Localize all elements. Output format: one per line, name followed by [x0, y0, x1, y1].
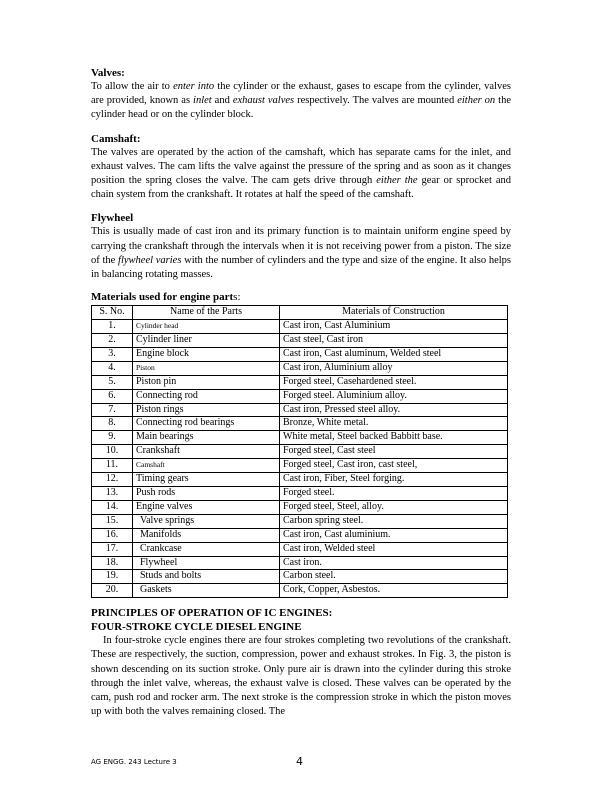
- table-row: [92, 487, 508, 501]
- table-row: [92, 556, 508, 570]
- cell-part: Piston pin: [133, 375, 280, 389]
- materials-table-title: [91, 290, 511, 304]
- table-row: [92, 542, 508, 556]
- cell-sno: 4.: [92, 361, 133, 375]
- four-stroke-paragraph: In four-stroke cycle engines there are four strokes completing two revolutions of the crankshaft. These are respectively, the suction, compression, power and exhaust strokes. In Fig. 3, the piston is shown descending on its suction stroke. Only pure air is drawn into the cylinder during this stroke through the inlet valve, whereas, the exhaust valve is closed. These valves can be operated by the cam, push rod and rocker arm. The next stroke is the compression stroke in which the piston moves up with both the valves remaining closed. The: [91, 635, 511, 718]
- cell-sno: 8.: [92, 417, 133, 431]
- cell-sno: 13.: [92, 487, 133, 501]
- cell-part: Crankcase: [133, 542, 280, 556]
- cell-material: Cast iron, Welded steel: [280, 542, 508, 556]
- cell-material: Forged steel. Aluminium alloy.: [280, 389, 508, 403]
- table-row: [92, 403, 508, 417]
- cell-sno: 20.: [92, 584, 133, 598]
- cell-part: Flywheel: [133, 556, 280, 570]
- cell-material: Forged steel.: [280, 487, 508, 501]
- four-stroke-heading: FOUR-STROKE CYCLE DIESEL ENGINE: [91, 621, 302, 634]
- cell-part: Push rods: [133, 487, 280, 501]
- cell-sno: 15.: [92, 514, 133, 528]
- cell-sno: 1.: [92, 320, 133, 334]
- valves-heading: Valves:: [91, 67, 125, 79]
- cell-material: Cast iron, Fiber, Steel forging.: [280, 473, 508, 487]
- cell-part: Connecting rod: [133, 389, 280, 403]
- table-header-row: [92, 306, 508, 320]
- cell-sno: 18.: [92, 556, 133, 570]
- cell-material: Cast iron, Cast Aluminium: [280, 320, 508, 334]
- cell-part: Gaskets: [133, 584, 280, 598]
- table-row: [92, 389, 508, 403]
- table-row: [92, 334, 508, 348]
- table-row: [92, 375, 508, 389]
- cell-part: Piston: [133, 361, 280, 375]
- cell-material: Forged steel, Cast iron, cast steel,: [280, 459, 508, 473]
- cell-part: Manifolds: [133, 528, 280, 542]
- table-row: [92, 459, 508, 473]
- table-row: [92, 584, 508, 598]
- cell-sno: 5.: [92, 375, 133, 389]
- cell-part: Cylinder head: [133, 320, 280, 334]
- table-row: [92, 514, 508, 528]
- flywheel-heading: Flywheel: [91, 212, 134, 225]
- cell-material: Cast iron, Cast aluminium.: [280, 528, 508, 542]
- cell-material: Cast steel, Cast iron: [280, 334, 508, 348]
- cell-sno: 12.: [92, 473, 133, 487]
- cell-material: Cork, Copper, Asbestos.: [280, 584, 508, 598]
- cell-material: Cast iron, Pressed steel alloy.: [280, 403, 508, 417]
- cell-part: Cylinder liner: [133, 334, 280, 348]
- cell-material: Forged steel, Cast steel: [280, 445, 508, 459]
- table-row: [92, 528, 508, 542]
- table-row: [92, 473, 508, 487]
- cell-part: Piston rings: [133, 403, 280, 417]
- cell-material: White metal, Steel backed Babbitt base.: [280, 431, 508, 445]
- table-row: [92, 445, 508, 459]
- cell-sno: 17.: [92, 542, 133, 556]
- principles-heading: PRINCIPLES OF OPERATION OF IC ENGINES:: [91, 607, 333, 620]
- materials-table-body: [92, 320, 508, 598]
- table-row: [92, 570, 508, 584]
- cell-material: Bronze, White metal.: [280, 417, 508, 431]
- cell-sno: 7.: [92, 403, 133, 417]
- cell-material: Carbon spring steel.: [280, 514, 508, 528]
- cell-part: Timing gears: [133, 473, 280, 487]
- materials-title-tail: s:: [233, 291, 241, 304]
- camshaft-paragraph: The valves are operated by the action of the camshaft, which has separate cams for the inlet, and exhaust valves. The cam lifts the valve against the pressure of the spring and as soon as it changes position the spring closes the valve. The cam gets drive through either the gear or sprocket and chain system from the crankshaft. It rotates at half the speed of the camshaft.: [91, 146, 512, 201]
- footer-course: AG ENGG. 243 Lecture 3: [91, 758, 177, 766]
- header-part: Name of the Parts: [133, 306, 280, 320]
- header-material: Materials of Construction: [280, 306, 508, 320]
- cell-sno: 14.: [92, 500, 133, 514]
- cell-part: Valve springs: [133, 514, 280, 528]
- document-page: [91, 66, 511, 719]
- cell-sno: 6.: [92, 389, 133, 403]
- header-sno: S. No.: [92, 306, 133, 320]
- table-row: [92, 320, 508, 334]
- valves-paragraph: To allow the air to enter into the cylinder or the exhaust, gases to escape from the cylinder, valves are provided, known as inlet and exhaust valves respectively. The valves are mounted either on the cylinder head or on the cylinder block.: [91, 81, 511, 121]
- cell-part: Engine valves: [133, 500, 280, 514]
- cell-sno: 10.: [92, 445, 133, 459]
- cell-material: Forged steel, Casehardened steel.: [280, 375, 508, 389]
- cell-material: Carbon steel.: [280, 570, 508, 584]
- cell-part: Engine block: [133, 347, 280, 361]
- table-row: [92, 347, 508, 361]
- cell-part: Main bearings: [133, 431, 280, 445]
- cell-part: Connecting rod bearings: [133, 417, 280, 431]
- cell-sno: 9.: [92, 431, 133, 445]
- cell-sno: 16.: [92, 528, 133, 542]
- cell-part: Studs and bolts: [133, 570, 280, 584]
- table-row: [92, 500, 508, 514]
- cell-sno: 3.: [92, 347, 133, 361]
- cell-sno: 2.: [92, 334, 133, 348]
- camshaft-heading: Camshaft:: [91, 132, 141, 145]
- cell-part: Crankshaft: [133, 445, 280, 459]
- table-row: [92, 417, 508, 431]
- cell-material: Cast iron, Cast aluminum, Welded steel: [280, 347, 508, 361]
- materials-table: [91, 305, 508, 598]
- table-row: [92, 431, 508, 445]
- materials-title-bold: Materials used for engine part: [91, 291, 234, 304]
- cell-material: Forged steel, Steel, alloy.: [280, 500, 508, 514]
- cell-sno: 11.: [92, 459, 133, 473]
- table-row: [92, 361, 508, 375]
- page-number: 4: [296, 755, 303, 768]
- cell-part: Camshaft: [133, 459, 280, 473]
- flywheel-paragraph: This is usually made of cast iron and its primary function is to maintain uniform engine speed by carrying the crankshaft through the intervals when it is not receiving power from a piston. The size of the flywheel varies with the number of cylinders and the type and size of the engine. It also helps in balancing rotating masses.: [91, 226, 511, 281]
- cell-material: Cast iron, Aluminium alloy: [280, 361, 508, 375]
- cell-sno: 19.: [92, 570, 133, 584]
- cell-material: Cast iron.: [280, 556, 508, 570]
